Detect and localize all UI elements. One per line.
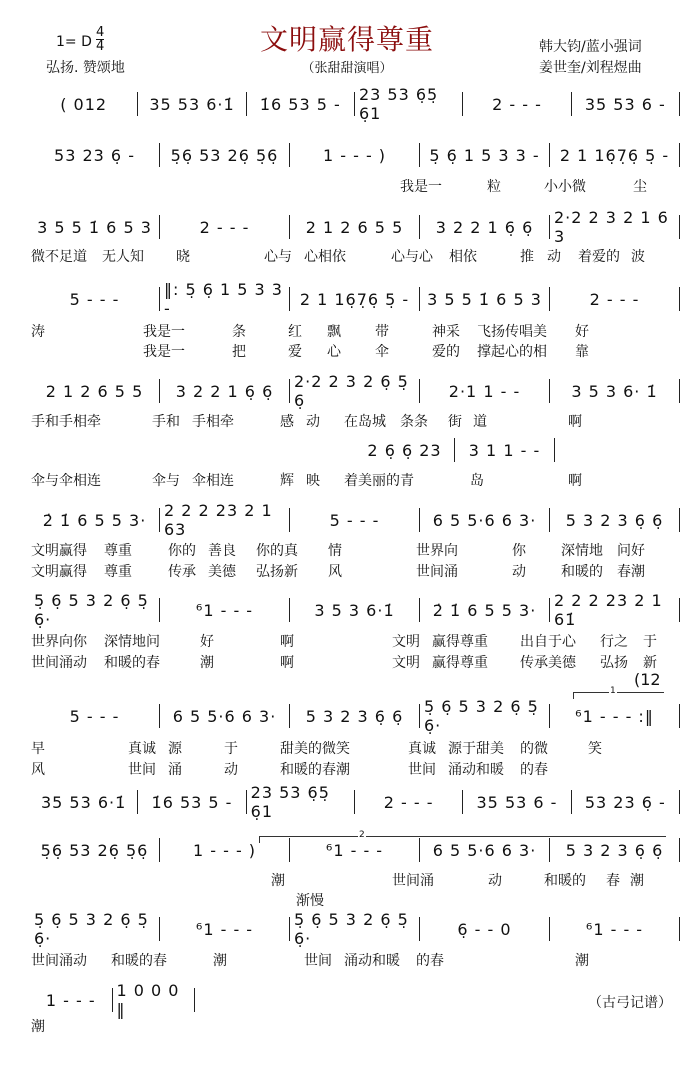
lyric-word: 动 [488,873,502,889]
lyric-word: 心相依 [304,249,346,265]
lyric-word: 早 [31,741,45,757]
lyric-word: 世间涌动 [31,953,87,969]
lyric-word: 心与心 [391,249,433,265]
lyric-word: 我是一 [143,344,185,360]
measure: 3 5 5 1̇ 6 5 3 [420,287,550,311]
lyric-word: 微不足道 [31,249,87,265]
lyric-word: 心与 [264,249,292,265]
lyric-word: 情 [328,543,342,559]
measure: 23 53 6̣5̣ 6̣1 [355,92,463,116]
lyric-word: 把 [232,344,246,360]
lyric-word: 你的真 [256,543,298,559]
measure: 6̣ - - 0 [420,917,550,941]
measure: 6 5 5·6 6 3· [420,838,550,862]
lyric-word: 善良 [208,543,236,559]
lyric-word: 和暖的春 [104,655,160,671]
measure: 2̇ 1̇ 6 5 5 3· [30,508,160,532]
measure: 5 - - - [30,287,160,311]
lyric-word: 相依 [449,249,477,265]
measure: 1 0 0 0 ‖ [113,988,196,1012]
volta-2-label: 2 [359,830,365,840]
lyric-word: 潮 [200,655,214,671]
lyric-word: 好 [200,634,214,650]
lyric-word: 传承美德 [520,655,576,671]
notation-system [30,910,680,948]
lyric-word: 啊 [568,473,582,489]
lyric-word: 啊 [280,634,294,650]
lyric-word: 好 [575,324,589,340]
lyric-word: 和暖的春 [111,953,167,969]
measure: ( 012 [30,92,138,116]
lyric-word: 于 [224,741,238,757]
lyric-word: 传承 [168,564,196,580]
lyric-word: 啊 [280,655,294,671]
lyric-word: 动 [306,414,320,430]
measure: 3 5 5 1̇ 6 5 3 [30,215,160,239]
expression-mark: 弘扬. 赞颂地 [46,60,125,76]
lyric-word: 伞 [375,344,389,360]
notation-system [30,143,680,167]
lyric-word: 世间 [128,762,156,778]
measure: 35 53 6 - [463,790,571,814]
lyric-word: 伞相连 [192,473,234,489]
lyric-word: 文明 [392,634,420,650]
lyric-word: 我是一 [143,324,185,340]
lyric-word: 涌动和暖 [448,762,504,778]
lyric-word: 晓 [176,249,190,265]
lyric-word: 伞与 [152,473,180,489]
lyric-word: 道 [473,414,487,430]
measure: 6 5 5·6 6 3· [420,508,550,532]
lyric-word: 潮 [31,1019,45,1035]
time-bottom: 4 [96,39,105,54]
lyric-word: 出自于心 [520,634,576,650]
measure: ⁶1 - - - [160,598,290,622]
notation-system [30,591,680,629]
measure: 2·2 2 3 2 1 6 3 [550,215,680,239]
notation-system [30,501,680,539]
measure: 1̇6 53 5 - [247,92,355,116]
lyric-word: 世间涌 [416,564,458,580]
lyric-word: 无人知 [102,249,144,265]
measure: 2 - - - [550,287,680,311]
measure: 6 5 5·6 6 3· [160,704,290,728]
lyric-word: 问好 [617,543,645,559]
lyric-word: 你 [512,543,526,559]
lyric-word: 世界向你 [31,634,87,650]
measure: 5̣ 6̣ 5 3 2 6̣ 5̣ 6̣· [30,917,160,941]
measure: 5̣6̣ 53 26̣ 5̣6̣ [30,838,160,862]
lyric-word: 感 [280,414,294,430]
measure: 3 2 2 1 6̣ 6̣ [420,215,550,239]
notation-system [30,783,680,821]
lyric-word: 风 [31,762,45,778]
lyric-word: 神采 [432,324,460,340]
volta-1-bracket [573,692,664,699]
lyric-word: 涌 [168,762,182,778]
measure: 3 1 1 - - [455,438,555,462]
lyric-word: 映 [306,473,320,489]
measure: 5 - - - [290,508,420,532]
measure: 53 23 6̣ - [572,790,680,814]
lyric-word: 弘扬 [600,655,628,671]
measure: 5̣ 6̣ 1 5 3 3 - [420,143,550,167]
measure: 2 - - - [160,215,290,239]
lyric-word: 春 [606,873,620,889]
notation-system [30,697,680,735]
measure: 1 - - - ) [160,838,290,862]
lyric-word: 动 [512,564,526,580]
lyric-word: 潮 [575,953,589,969]
lyric-word: 条条 [400,414,428,430]
measure: 5 - - - [30,704,160,728]
measure: 1̇6 53 5 - [138,790,246,814]
notation-system [30,280,680,318]
measure: 5̣6̣ 53 26̣ 5̣6̣ [160,143,290,167]
measure: 2 2 2 23 2 1 61̇ [550,598,680,622]
lyric-word: 源于甜美 [448,741,504,757]
measure: 53 23 6̣ - [30,143,160,167]
lyric-word: 动 [224,762,238,778]
lyric-word: 尊重 [104,564,132,580]
lyric-word: 源 [168,741,182,757]
measure: ⁶1 - - - :‖ [550,704,680,728]
measure: 2̇ 1̇ 6 5 5 3· [420,598,550,622]
measure: 2 6̣ 6̣ 23 [355,438,455,462]
lyric-word: 世间涌动 [31,655,87,671]
lyric-word: 带 [375,324,389,340]
measure: 5 3 2 3 6̣ 6̣ [550,838,680,862]
lyric-word: 尘 [633,179,647,195]
lyric-word: 飞扬传唱美 [477,324,547,340]
lyric-word: 靠 [575,344,589,360]
measure: ⁶1 - - - [550,917,680,941]
measure: 3 2 2 1 6̣ 6̣ [160,379,290,403]
lyric-word: 世间 [408,762,436,778]
lyric-word: 的春 [416,953,444,969]
measure: 2 2 2 23 2 1 63 [160,508,290,532]
lyric-word: 文明赢得 [31,564,87,580]
measure: 3 5 3 6·1̇ [290,598,420,622]
measure: 2 1 2 6 5 5 [290,215,420,239]
lyric-word: 笑 [588,741,602,757]
lyric-word: 在岛城 [344,414,386,430]
notation-system [30,981,195,1019]
measure: 2 1 2 6 5 5 [30,379,160,403]
notation-system [30,85,680,123]
measure: 5̣ 6̣ 5 3 2 6̣ 5̣ 6̣· [30,598,160,622]
lyric-word: 街 [448,414,462,430]
measure: 2·1 1 - - [420,379,550,403]
lyric-word: 行之 [600,634,628,650]
lyric-word: 心 [327,344,341,360]
lyric-word: 手和手相牵 [31,414,101,430]
measure: 5̣ 6̣ 5 3 2 6̣ 5̣ 6̣· [420,704,550,728]
key-signature: 1= D [56,34,92,50]
measure: 1 - - - ) [290,143,420,167]
lyric-word: 小小微 [544,179,586,195]
measure: 1 - - - [30,988,113,1012]
song-title: 文明赢得尊重 [259,23,434,56]
lyric-word: 和暖的春潮 [280,762,350,778]
measure: ‖: 5̣ 6̣ 1 5 3 3 - [160,287,290,311]
lyric-word: 辉 [280,473,294,489]
lyric-word: 文明赢得 [31,543,87,559]
lyric-word: 手和 [152,414,180,430]
measure: 2 - - - [355,790,463,814]
measure: 5 3 2 3 6̣ 6̣ [290,704,420,728]
measure: 35 53 6 - [572,92,680,116]
lyric-word: 飘 [327,324,341,340]
measure: 2 - - - [463,92,571,116]
lyric-word: 粒 [487,179,501,195]
lyric-word: 涛 [31,324,45,340]
lyric-word: 深情地 [561,543,603,559]
lyric-word: 涌动和暖 [344,953,400,969]
lyric-word: 伞与伞相连 [31,473,101,489]
lyric-word: 世间涌 [392,873,434,889]
lyric-word: 手相牵 [192,414,234,430]
lyric-word: 潮 [213,953,227,969]
measure: 35 53 6·1̇ [138,92,246,116]
lyric-word: 的微 [520,741,548,757]
time-top: 4 [96,25,105,40]
measure: 5 3 2 3 6̣ 6̣ [550,508,680,532]
measure: 35 53 6·1̇ [30,790,138,814]
lyric-word: 真诚 [128,741,156,757]
transcriber-credit: （古弓记谱） [588,995,672,1011]
lyric-word: 甜美的微笑 [280,741,350,757]
lyric-word: 动 [547,249,561,265]
volta-1-label: 1 [610,686,616,696]
measure: 2 1 16̣7̣6̣ 5̣ - [550,143,680,167]
measure: 3 5 3 6· 1̇ [550,379,680,403]
lyric-word: 你的 [168,543,196,559]
singer: （张甜甜演唱） [301,61,393,76]
lyric-word: 尊重 [104,543,132,559]
measure: 2 1 16̣7̣6̣ 5̣ - [290,287,420,311]
measure: 5̣ 6̣ 5 3 2 6̣ 5̣ 6̣· [290,917,420,941]
lyric-word: 推 [520,249,534,265]
lyric-word: 我是一 [400,179,442,195]
lyric-word: 啊 [568,414,582,430]
lyric-word: 美德 [208,564,236,580]
lyric-word: 弘扬新 [256,564,298,580]
lyric-word: 波 [631,249,645,265]
lyric-word: 风 [328,564,342,580]
lyric-word: 文明 [392,655,420,671]
lyric-word: 世界向 [416,543,458,559]
volta-2-bracket [259,836,666,843]
lyric-word: 新 [643,655,657,671]
lyric-word: 和暖的 [561,564,603,580]
lyric-word: 潮 [630,873,644,889]
lyric-word: 爱 [288,344,302,360]
lyric-word: 世间 [304,953,332,969]
lyric-word: 赢得尊重 [432,634,488,650]
lyric-word: 赢得尊重 [432,655,488,671]
lyric-word: 潮 [271,873,285,889]
measure: 2·2 2 3 2 6̣ 5̣ 6̣ [290,379,420,403]
lyric-word: 的春 [520,762,548,778]
lyric-word: 春潮 [617,564,645,580]
lyric-word: 岛 [470,473,484,489]
lyric-word: 条 [232,324,246,340]
lyric-word: 爱的 [432,344,460,360]
lyric-word: 着美丽的青 [344,473,414,489]
lyric-word: 撑起心的相 [477,344,547,360]
notation-system [30,372,680,410]
notation-system [30,208,680,246]
measure: 23 53 6̣5̣ 6̣1 [247,790,355,814]
lyric-word: 真诚 [408,741,436,757]
lyric-word: 深情地问 [104,634,160,650]
measure: ⁶1 - - - [160,917,290,941]
measure: ⁶1 - - - [290,838,420,862]
lyric-word: 于 [643,634,657,650]
lyric-word: 和暖的 [544,873,586,889]
lyric-word: 着爱的 [578,249,620,265]
lyricist: 韩大钧/蓝小强词 [539,39,642,55]
notation-system [355,438,555,462]
composer: 姜世奎/刘程煜曲 [539,60,642,76]
lyric-word: 渐慢 [296,893,324,909]
intro-marker: (12 [634,670,661,689]
lyric-word: 红 [288,324,302,340]
